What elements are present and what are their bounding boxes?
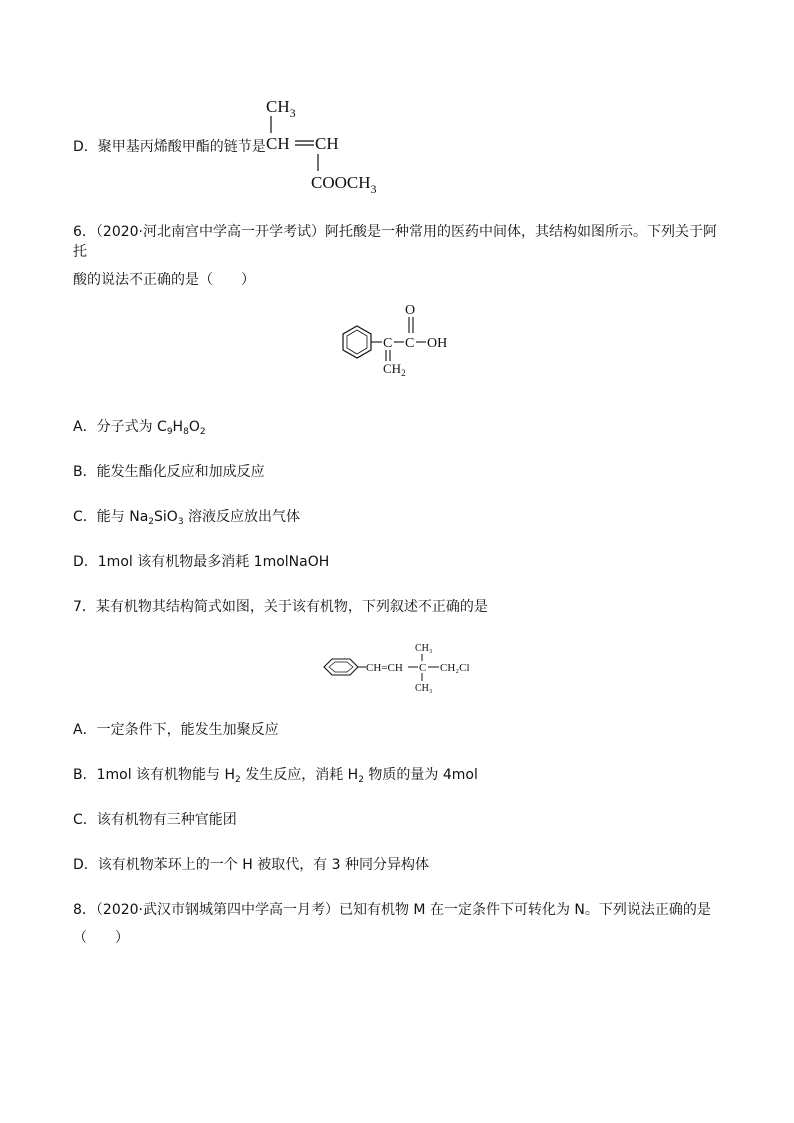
q5-ch-right: CH <box>315 134 339 153</box>
q8-stem-line2: （ ） <box>73 930 129 946</box>
q7-stem: 7．某有机物其结构简式如图，关于该有机物，下列叙述不正确的是 <box>73 599 488 615</box>
q7-option-a: A．一定条件下，能发生加聚反应 <box>73 722 279 738</box>
q6-stem-line1: 6．（2020·河北南宫中学高一开学考试）阿托酸是一种常用的医药中间体，其结构如图所示。下列关于阿托 <box>73 224 717 260</box>
q7-option-c: C．该有机物有三种官能团 <box>73 812 237 828</box>
q8-stem <box>73 900 723 948</box>
q5-option-d-text: D．聚甲基丙烯酸甲酯的链节是 <box>73 139 266 155</box>
q6-option-b: B．能发生酯化反应和加成反应 <box>73 464 265 480</box>
q5-cooch3: $COOCH_3$ <box>311 173 377 196</box>
q8-stem-line1: 8．（2020·武汉市钢城第四中学高一月考）已知有机物 M 在一定条件下可转化为 N。下列说法正确的是 <box>73 902 711 918</box>
q6-c1: C <box>383 336 393 351</box>
q5-polymer-structure <box>262 92 402 202</box>
q7-option-b: B．1mol 该有机物能与 $H_2$ 发生反应，消耗 $H_2$ 物质的量为 4mol <box>73 767 478 785</box>
q6-stem-line2: 酸的说法不正确的是（ ） <box>73 272 255 288</box>
q6-option-a: A．分子式为 $C_9H_8O_2$ <box>73 419 206 437</box>
q5-ch3-top: $CH_3$ <box>266 97 296 120</box>
q7-ch3-top: CH₃ <box>415 643 433 654</box>
q6-c2: C <box>405 336 415 351</box>
q5-ch-left: CH <box>266 134 290 153</box>
q6-option-c: C．能与 $Na_2SiO_3$ 溶液反应放出气体 <box>73 509 300 527</box>
q6-stem <box>73 222 723 290</box>
q7-compound-structure <box>318 637 488 699</box>
q7-option-d: D．该有机物苯环上的一个 H 被取代，有 3 种同分异构体 <box>73 857 430 873</box>
q7-chain: CH=CH <box>366 662 403 674</box>
q6-o: O <box>405 303 416 318</box>
q5-option-d <box>73 137 266 157</box>
q6-ch2: $CH_2$ <box>383 361 406 378</box>
q6-option-d: D．1mol 该有机物最多消耗 1molNaOH <box>73 554 330 570</box>
q6-atropic-acid-structure <box>335 293 465 383</box>
q7-quaternary-c: C <box>419 662 427 674</box>
q6-oh: OH <box>427 336 448 351</box>
q7-ch3-bottom: CH₃ <box>415 683 433 694</box>
q7-ch2cl: CH₂Cl <box>440 662 470 674</box>
